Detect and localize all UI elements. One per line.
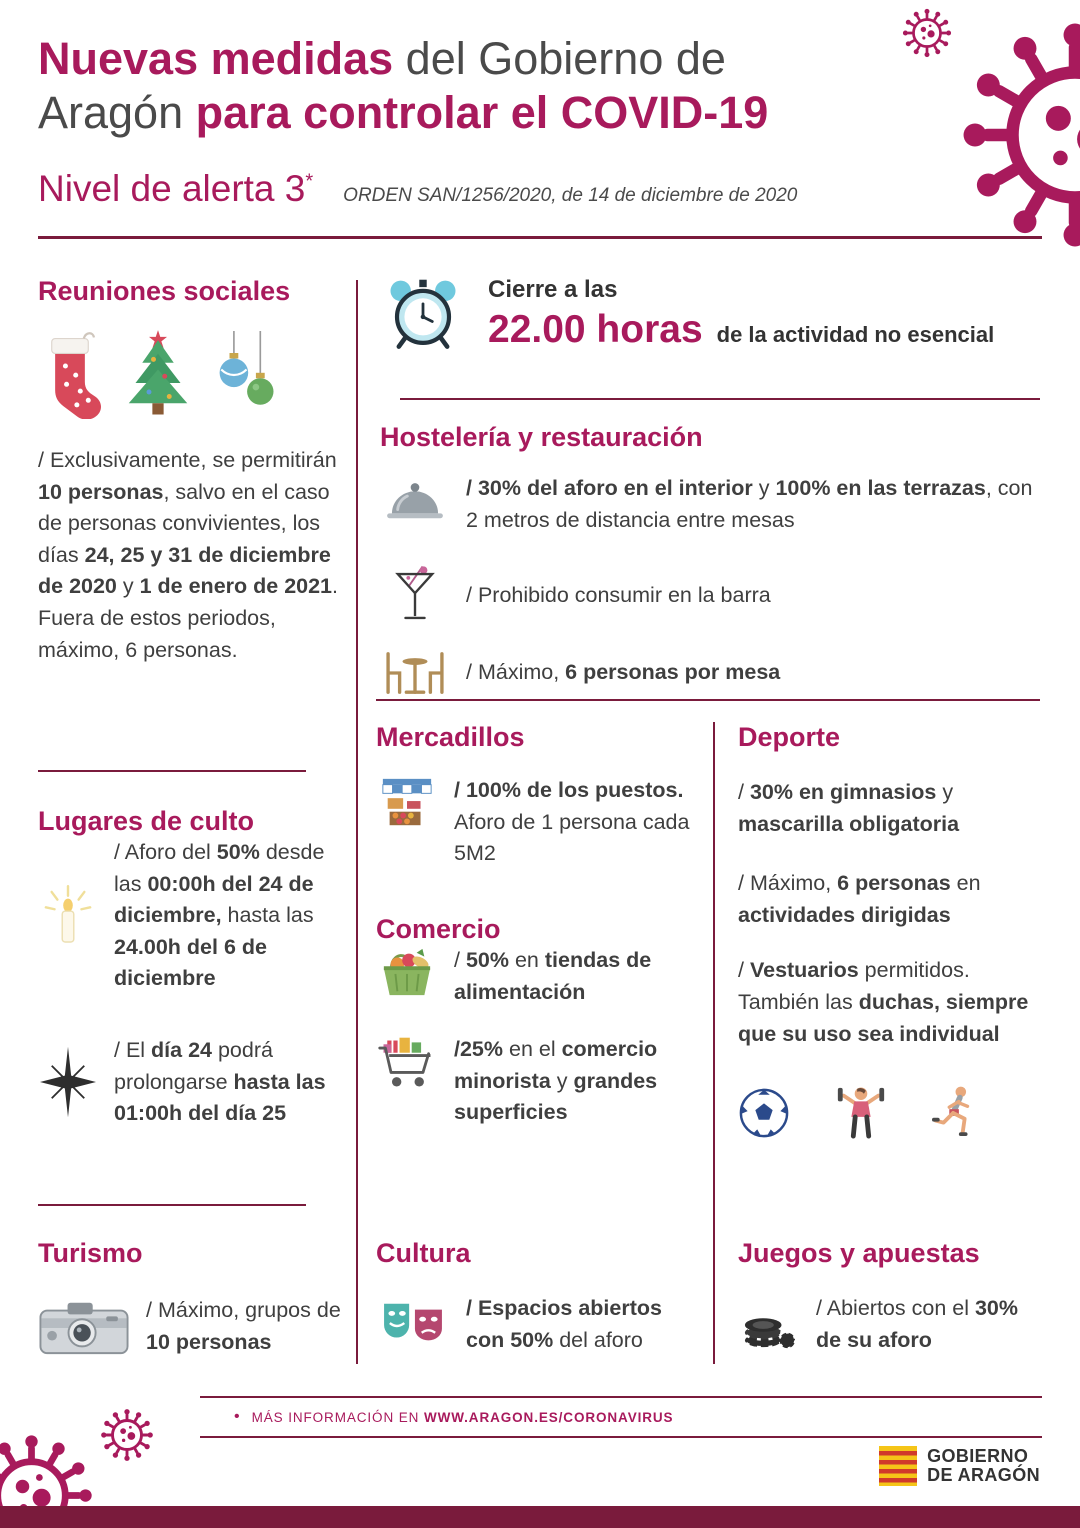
deporte-vestuarios-text: / Vestuarios permitidos. También las duchas, siempre que su uso sea individual [738, 958, 1029, 1046]
title-plain-2: Aragón [38, 87, 196, 138]
alert-level-text: Nivel de alerta 3 [38, 168, 306, 209]
gobierno-aragon-logo [879, 1446, 1040, 1486]
hosteleria-aforo-text: / 30% del aforo en el interior y 100% en las terrazas, con 2 metros de distancia entre mesas [466, 476, 1033, 532]
section-turismo [38, 1238, 350, 1358]
aragon-flag-icon [879, 1446, 917, 1486]
virus-icon-top-large [950, 10, 1080, 260]
comercio-minorista-text: /25% en el comercio minorista y grandes superficies [454, 1037, 658, 1125]
poker-chips-icon [740, 1298, 798, 1352]
cultura-text: / Espacios abiertos con 50% del aforo [466, 1296, 662, 1352]
reuniones-heading: Reuniones sociales [38, 276, 291, 306]
section-lugares-de-culto [38, 806, 350, 1130]
cultura-heading: Cultura [376, 1238, 471, 1268]
food-basket-icon-wrap [376, 945, 438, 999]
turismo-item [38, 1295, 350, 1358]
cloche-icon [384, 473, 446, 523]
culto-dia24-text: / El día 24 podrá prolongarse hasta las 01:00h del día 25 [114, 1037, 326, 1126]
cocktail-icon-wrap [380, 564, 450, 628]
footer-info-text [252, 1410, 674, 1425]
table-chairs-icon [380, 648, 450, 698]
christmas-tree-icon [122, 329, 194, 419]
shopping-cart-icon [376, 1034, 438, 1094]
candle-icon-wrap [38, 884, 98, 948]
hosteleria-item-mesa [380, 648, 1040, 698]
logo-line-2: DE ARAGÓN [927, 1465, 1040, 1485]
culto-aforo-text: / Aforo del 50% desde las 00:00h del 24 de diciembre, hasta las 24.00h del 6 de diciembre [114, 840, 325, 991]
alarm-clock-icon [384, 276, 462, 354]
hosteleria-item-aforo [380, 473, 1040, 536]
mercadillos-text: / 100% de los puestos. Aforo de 1 persona cada 5M2 [454, 778, 690, 866]
candle-glow-icon [42, 884, 94, 948]
footer-info-prefix: MÁS INFORMACIÓN EN [251, 1409, 424, 1425]
logo-text [927, 1447, 1040, 1485]
order-reference: ORDEN SAN/1256/2020, de 14 de diciembre de 2020 [343, 185, 798, 206]
food-basket-icon [378, 945, 436, 999]
mercadillos-item [376, 775, 692, 870]
bottom-color-bar [0, 1506, 1080, 1528]
theater-masks-icon-wrap [376, 1298, 450, 1352]
market-stall-icon-wrap [376, 775, 438, 831]
shopping-cart-icon-wrap [376, 1034, 438, 1094]
vertical-divider-right [713, 722, 715, 1364]
culto-item-aforo [38, 837, 350, 995]
juegos-item [738, 1293, 1044, 1356]
title-accent-2: para controlar el COVID-19 [195, 87, 769, 138]
section-comercio [376, 914, 692, 1129]
cierre-time: 22.00 horas [488, 308, 703, 351]
vertical-divider-main [356, 280, 358, 1364]
divider-under-hosteleria [376, 699, 1040, 701]
juegos-text: / Abiertos con el 30% de su aforo [816, 1296, 1018, 1352]
christmas-icons-row [38, 329, 340, 419]
virus-icon-bottom-small [98, 1406, 156, 1464]
alert-row [38, 168, 797, 210]
cierre-text-block [488, 276, 994, 352]
section-hosteleria [380, 422, 1040, 698]
title-accent-1: Nuevas medidas [38, 33, 394, 84]
divider-under-closing-time [400, 398, 1040, 400]
header-rule [38, 236, 1042, 239]
deporte-dirigidas-text: / Máximo, 6 personas en actividades dirigidas [738, 871, 981, 927]
footer-info-bar [200, 1396, 1042, 1438]
section-cierre [384, 276, 1040, 354]
footer-info-link[interactable]: WWW.ARAGON.ES/CORONAVIRUS [423, 1409, 674, 1425]
stocking-icon [38, 329, 102, 419]
cierre-detail: de la actividad no esencial [716, 322, 995, 347]
culto-item-dia24 [38, 1035, 350, 1130]
comercio-heading: Comercio [376, 914, 501, 944]
section-juegos-apuestas [738, 1238, 1044, 1356]
soccer-ball-icon [738, 1087, 790, 1139]
alert-level [38, 168, 313, 210]
comercio-item-alimentacion [376, 945, 692, 1008]
ornaments-icon [214, 331, 278, 419]
star-icon-wrap [38, 1046, 98, 1118]
cloche-icon-wrap [380, 473, 450, 523]
deporte-heading: Deporte [738, 722, 841, 752]
section-reuniones-sociales [38, 276, 340, 666]
hosteleria-barra-text: / Prohibido consumir en la barra [466, 583, 771, 608]
hosteleria-item-barra [380, 564, 1040, 628]
weightlifting-icon [834, 1084, 888, 1142]
culto-heading: Lugares de culto [38, 806, 255, 836]
camera-icon-wrap [38, 1297, 130, 1357]
section-deporte [738, 722, 1043, 1142]
divider-left-2 [38, 1204, 306, 1206]
deporte-gimnasios-text: / 30% en gimnasios y mascarilla obligatoria [738, 780, 960, 836]
section-mercadillos [376, 722, 692, 870]
logo-line-1: GOBIERNO [927, 1445, 1029, 1466]
footer-bullet: • [234, 1408, 240, 1425]
table-chairs-icon-wrap [380, 648, 450, 698]
title-plain-1: del Gobierno de [393, 33, 726, 84]
comercio-item-minorista [376, 1034, 692, 1129]
alert-footnote-mark: * [305, 170, 314, 193]
cocktail-icon [394, 564, 436, 628]
cierre-line2 [488, 308, 994, 352]
section-cultura [376, 1238, 698, 1356]
camera-icon [38, 1297, 130, 1357]
turismo-text: / Máximo, grupos de 10 personas [146, 1298, 341, 1354]
juegos-heading: Juegos y apuestas [738, 1238, 980, 1268]
reuniones-text: / Exclusivamente, se permitirán 10 personas, salvo en el caso de personas convivientes, los días 24, 25 y 31 de diciembre de 2020 y 1 de enero de 2021. Fuera de estos periodos, máximo, 6 personas. [38, 448, 339, 662]
star-sparkle-icon [40, 1046, 96, 1118]
comercio-alimentacion-text: / 50% en tiendas de alimentación [454, 948, 652, 1004]
cierre-intro: Cierre a las [488, 276, 618, 303]
divider-left-1 [38, 770, 306, 772]
cultura-item [376, 1293, 698, 1356]
page-title [38, 32, 768, 140]
poker-chips-icon-wrap [738, 1298, 800, 1352]
turismo-heading: Turismo [38, 1238, 143, 1268]
running-icon [932, 1084, 980, 1142]
mercadillos-heading: Mercadillos [376, 722, 525, 752]
hosteleria-heading: Hostelería y restauración [380, 422, 703, 452]
market-stall-icon [378, 775, 436, 831]
sport-icons-row [738, 1084, 1043, 1142]
virus-icon-top-small [900, 6, 954, 60]
theater-masks-icon [378, 1298, 448, 1352]
hosteleria-mesa-text: / Máximo, 6 personas por mesa [466, 660, 781, 685]
